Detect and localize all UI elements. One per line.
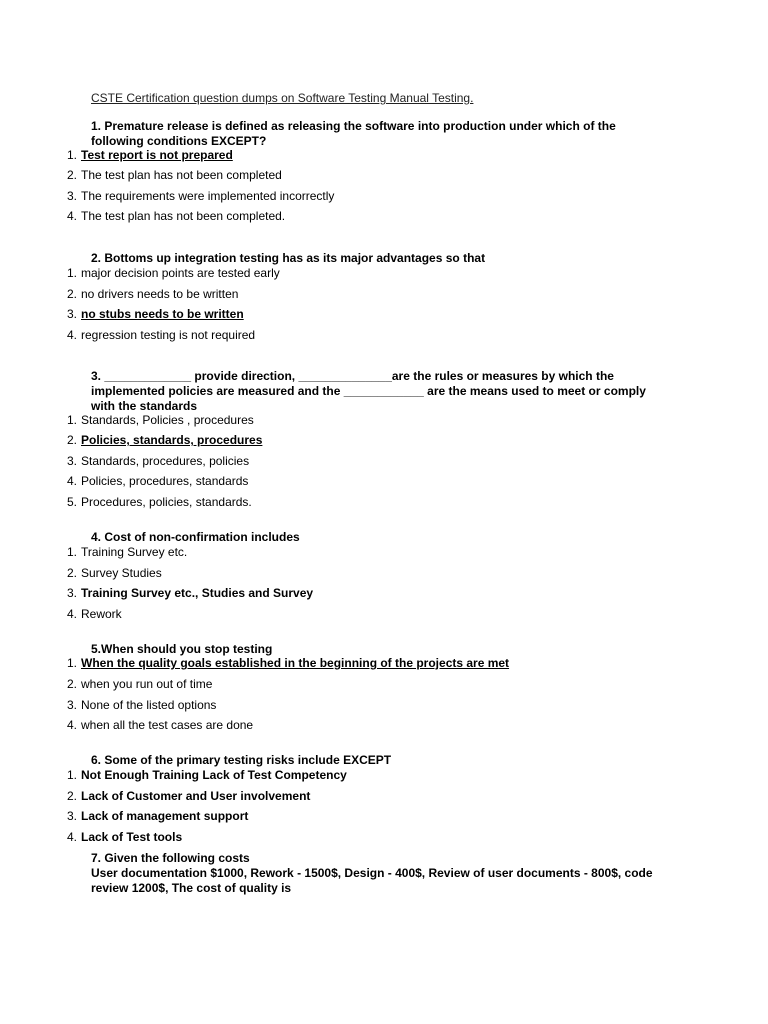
option-number: 3.: [67, 189, 78, 203]
question-4: 4. Cost of non-confirmation includes: [91, 530, 300, 544]
option-number: 4.: [67, 328, 78, 342]
option-text: when you run out of time: [81, 677, 213, 691]
option-text: Rework: [81, 607, 122, 621]
q3-option-5: [67, 495, 252, 510]
option-text: Not Enough Training Lack of Test Competency: [81, 768, 347, 782]
q2-option-1: [67, 266, 280, 281]
option-number: 1.: [67, 656, 78, 670]
q5-option-2: [67, 677, 212, 692]
q2-option-3: [67, 307, 244, 322]
q5-option-1: [67, 656, 509, 671]
q2-option-2: [67, 287, 238, 302]
option-number: 4.: [67, 209, 78, 223]
q4-option-1: [67, 545, 187, 560]
q1-option-3: [67, 189, 334, 204]
question-1: 1. Premature release is defined as releasing the software into production under which of the following conditions EXCEPT?: [91, 119, 616, 148]
q6-option-3: [67, 809, 248, 824]
q3-option-1: [67, 413, 254, 428]
q1-option-4: [67, 209, 285, 224]
q6-option-2: [67, 789, 310, 804]
option-text: Survey Studies: [81, 566, 162, 580]
option-number: 2.: [67, 677, 78, 691]
option-text: Procedures, policies, standards.: [81, 495, 252, 509]
q6-option-1: [67, 768, 347, 783]
option-text: The test plan has not been completed: [81, 168, 282, 182]
option-number: 2.: [67, 433, 78, 447]
option-text: Lack of Customer and User involvement: [81, 789, 311, 803]
q1-option-1: [67, 148, 233, 163]
option-text: no drivers needs to be written: [81, 287, 239, 301]
question-7: 7. Given the following costs User documentation $1000, Rework - 1500$, Design - 400$, Review of user documents - 800$, code review 1200$, The cost of quality is: [91, 851, 653, 895]
question-5: 5.When should you stop testing: [91, 642, 273, 656]
option-number: 2.: [67, 287, 78, 301]
option-text: Standards, procedures, policies: [81, 454, 250, 468]
option-text: Training Survey etc.: [81, 545, 188, 559]
q2-option-4: [67, 328, 255, 343]
q3-option-2: [67, 433, 262, 448]
option-number: 1.: [67, 413, 78, 427]
q3-option-4: [67, 474, 248, 489]
option-number: 4.: [67, 607, 78, 621]
option-text: None of the listed options: [81, 698, 217, 712]
question-6: 6. Some of the primary testing risks include EXCEPT: [91, 753, 392, 767]
option-number: 3.: [67, 586, 78, 600]
option-text: When the quality goals established in the beginning of the projects are met: [81, 656, 510, 670]
question-2: 2. Bottoms up integration testing has as its major advantages so that: [91, 251, 486, 265]
option-text: when all the test cases are done: [81, 718, 254, 732]
option-number: 3.: [67, 809, 78, 823]
option-text: Test report is not prepared: [81, 148, 233, 162]
option-number: 1.: [67, 266, 78, 280]
option-number: 1.: [67, 768, 78, 782]
option-text: Standards, Policies , procedures: [81, 413, 254, 427]
option-text: no stubs needs to be written: [81, 307, 244, 321]
option-number: 2.: [67, 168, 78, 182]
option-text: major decision points are tested early: [81, 266, 280, 280]
option-text: The test plan has not been completed.: [81, 209, 286, 223]
q6-option-4: [67, 830, 182, 845]
q5-option-3: [67, 698, 216, 713]
q1-option-2: [67, 168, 282, 183]
option-number: 4.: [67, 718, 78, 732]
q4-option-2: [67, 566, 162, 581]
option-text: The requirements were implemented incorrectly: [81, 189, 335, 203]
question-3: 3. _____________ provide direction, ______________are the rules or measures by which the implemented policies are measured and the ____________ are the means used to meet or comply with the standards: [91, 369, 646, 413]
q4-option-3: [67, 586, 313, 601]
option-number: 1.: [67, 545, 78, 559]
option-text: Lack of Test tools: [81, 830, 183, 844]
option-number: 3.: [67, 307, 78, 321]
q5-option-4: [67, 718, 253, 733]
option-text: Training Survey etc., Studies and Survey: [81, 586, 314, 600]
option-number: 1.: [67, 148, 78, 162]
option-text: Lack of management support: [81, 809, 249, 823]
option-number: 5.: [67, 495, 78, 509]
option-text: regression testing is not required: [81, 328, 256, 342]
option-text: Policies, standards, procedures: [81, 433, 263, 447]
option-number: 2.: [67, 789, 78, 803]
option-number: 2.: [67, 566, 78, 580]
option-number: 3.: [67, 454, 78, 468]
q3-option-3: [67, 454, 249, 469]
option-text: Policies, procedures, standards: [81, 474, 249, 488]
q4-option-4: [67, 607, 122, 622]
document-title: CSTE Certification question dumps on Software Testing Manual Testing.: [91, 91, 474, 105]
option-number: 3.: [67, 698, 78, 712]
option-number: 4.: [67, 474, 78, 488]
option-number: 4.: [67, 830, 78, 844]
